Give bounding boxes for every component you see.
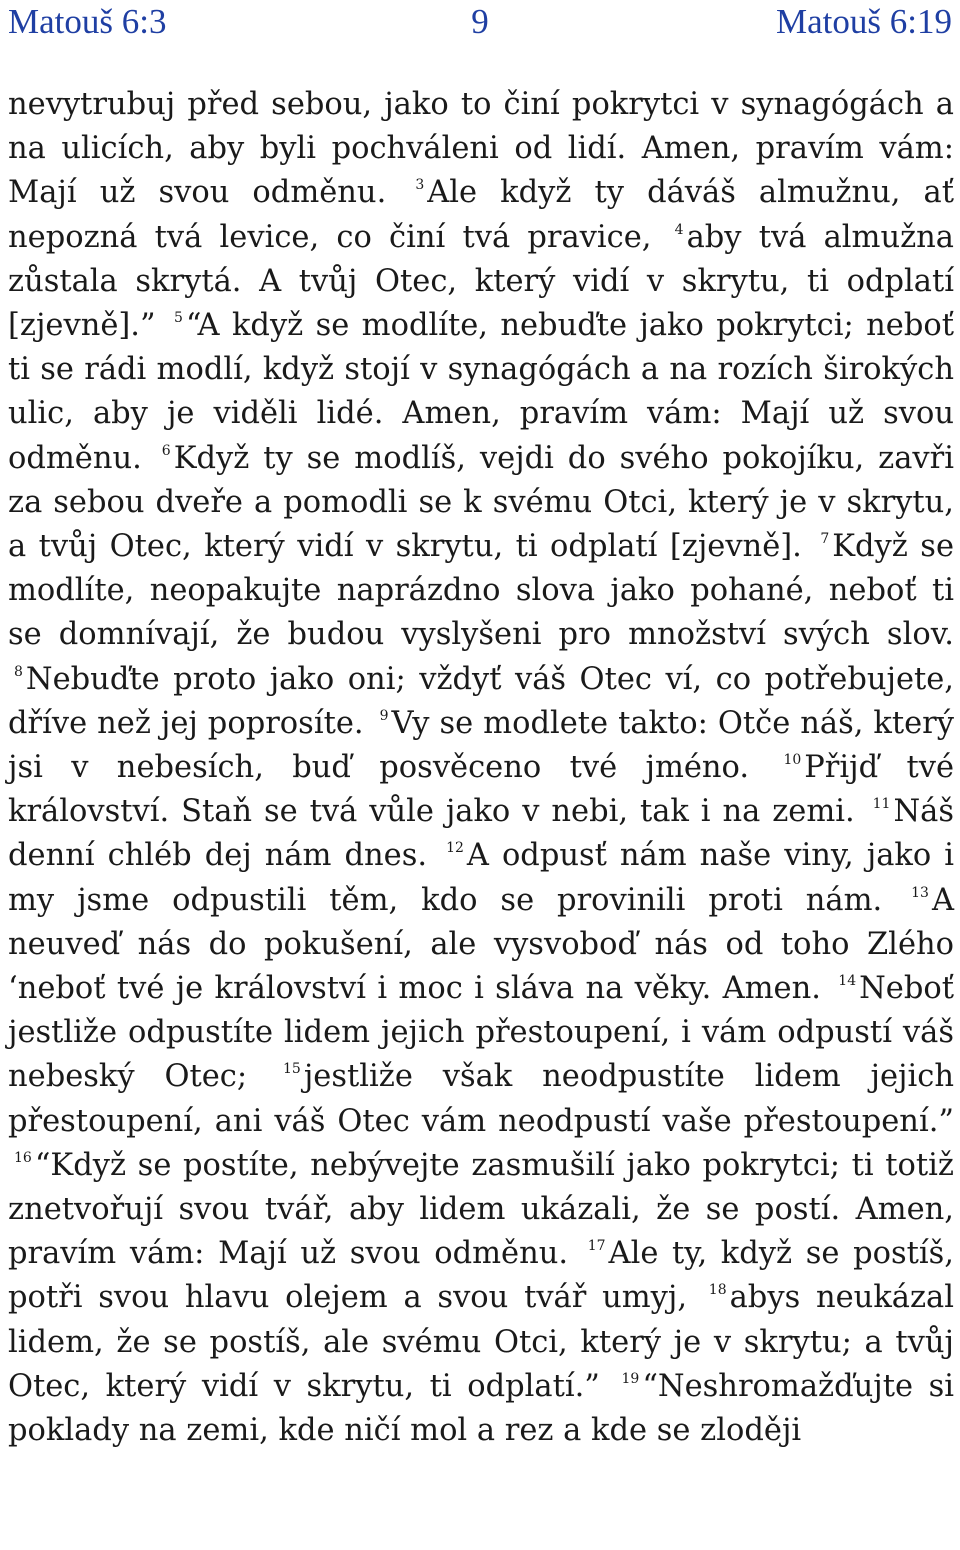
- scripture-text: [8, 83, 954, 1453]
- verse-text: aby tvá almužna zůstala skrytá. A tvůj Otec, který vidí v skrytu, ti odplatí [zjevně].”: [8, 219, 954, 344]
- verse-text: “Neshromažďujte si poklady na zemi, kde ničí mol a rez a kde se zloději: [8, 1368, 954, 1449]
- page-number: 9: [471, 2, 489, 41]
- verse-number: 4: [674, 221, 684, 238]
- verse-text: Ale ty, když se postíš, potři svou hlavu olejem a svou tvář umyj,: [8, 1236, 954, 1316]
- verse-text: A odpusť nám naše viny, jako i my jsme odpustili těm, kdo se provinili proti nám.: [8, 838, 954, 918]
- verse-text: Ale když ty dáváš almužnu, ať nepozná tvá levice, co činí tvá pravice,: [8, 175, 954, 255]
- verse-number: 5: [173, 310, 183, 327]
- verse-number: 11: [872, 796, 891, 813]
- verse-number: 14: [838, 973, 857, 990]
- verse-number: 8: [14, 663, 23, 680]
- verse-number: 13: [911, 884, 929, 901]
- verse-number: 9: [379, 707, 389, 724]
- verse-number: 6: [161, 442, 171, 459]
- verse-text: A neuveď nás do pokušení, ale vysvoboď nás od toho Zlého ‘neboť tvé je království i moc i sláva na věky. Amen.: [8, 882, 954, 1007]
- verse-text: Přijď tvé království. Staň se tvá vůle jako v nebi, tak i na zemi.: [8, 750, 954, 830]
- verse-number: 17: [587, 1238, 606, 1255]
- verse-number: 3: [415, 177, 425, 194]
- verse-text: jestliže však neodpustíte lidem jejich přestoupení, ani váš Otec vám neodpustí vaše přestoupení.”: [8, 1059, 954, 1139]
- verse-text: nevytrubuj před sebou, jako to činí pokrytci v synagógách a na ulicích, aby byli pochváleni od lidí. Amen, pravím vám: Mají už svou odměnu.: [8, 87, 954, 211]
- verse-number: 15: [283, 1061, 301, 1078]
- header-right-reference: Matouš 6:19: [776, 2, 952, 41]
- verse-text: Když ty se modlíš, vejdi do svého pokojíku, zavři za sebou dveře a pomodli se k svému Otci, který je v skrytu, a tvůj Otec, který vidí v skrytu, ti odplatí [zjevně].: [8, 440, 954, 565]
- verse-text: Nebuďte proto jako oni; vždyť váš Otec ví, co potřebujete, dříve než jej poprosíte.: [8, 661, 954, 741]
- verse-text: abys neukázal lidem, že se postíš, ale svému Otci, který je v skrytu; a tvůj Otec, který vidí v skrytu, ti odplatí.”: [8, 1280, 954, 1404]
- verse-number: 18: [708, 1282, 727, 1299]
- verse-number: 10: [783, 752, 802, 769]
- verse-text: “Když se postíte, nebývejte zasmušilí jako pokrytci; ti totiž znetvořují svou tvář, aby lidem ukázali, že se postí. Amen, pravím vám: Mají už svou odměnu.: [8, 1147, 954, 1272]
- verse-text: Když se modlíte, neopakujte naprázdno slova jako pohané, neboť ti se domnívají, že budou vyslyšeni pro množství svých slov.: [8, 529, 954, 653]
- verse-text: Náš denní chléb dej nám dnes.: [8, 794, 954, 874]
- header-left-reference: Matouš 6:3: [8, 2, 167, 41]
- page-header: [0, 0, 960, 56]
- verse-number: 19: [621, 1370, 640, 1387]
- verse-number: 7: [820, 531, 830, 548]
- verse-text: Vy se modlete takto: Otče náš, který jsi v nebesích, buď posvěceno tvé jméno.: [8, 705, 954, 786]
- verse-text: Neboť jestliže odpustíte lidem jejich přestoupení, i vám odpustí váš nebeský Otec;: [8, 971, 954, 1095]
- verse-number: 12: [446, 840, 464, 857]
- verse-number: 16: [14, 1149, 32, 1166]
- verse-text: “A když se modlíte, nebuďte jako pokrytci; neboť ti se rádi modlí, když stojí v synagógách a na rozích širokých ulic, aby je viděli lidé. Amen, pravím vám: Mají už svou odměnu.: [8, 308, 954, 476]
